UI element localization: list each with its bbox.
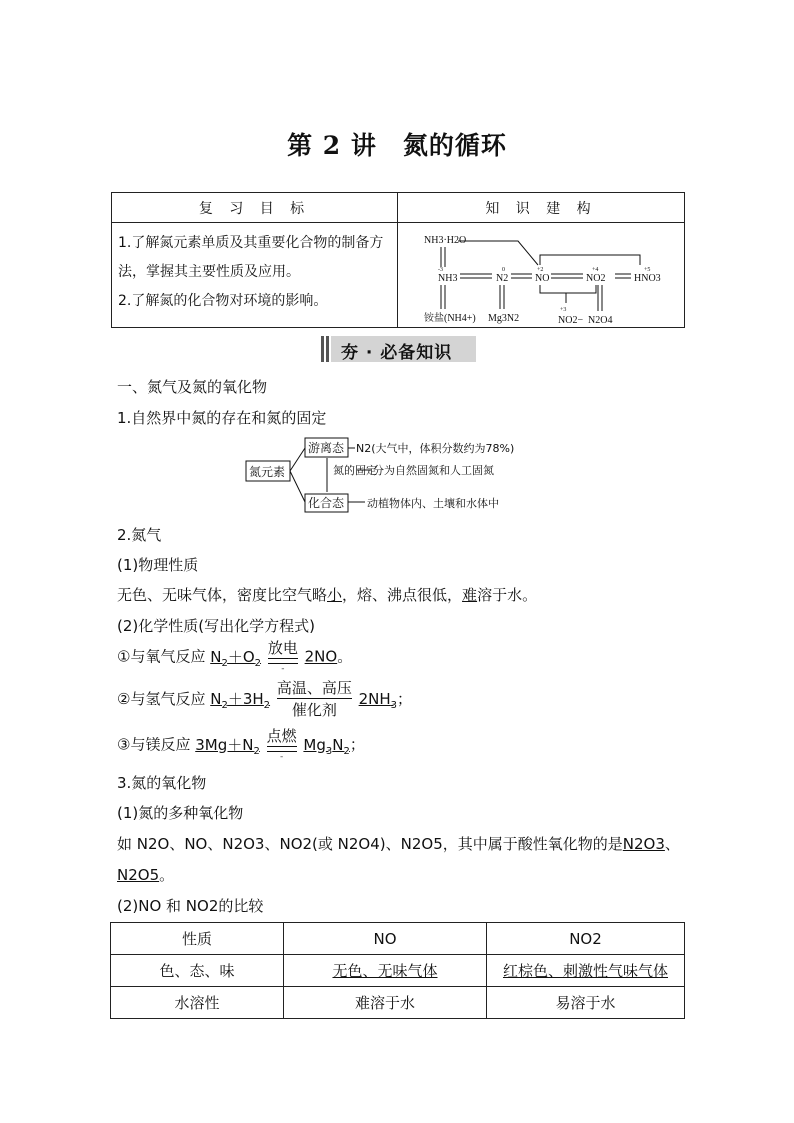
reaction-hydrogen-condition: 高温、高压 xyxy=(276,679,352,697)
knowledge-map-cell xyxy=(398,223,685,328)
oxides-end: 。 xyxy=(159,866,175,884)
reaction-magnesium-product: $Mg_3N_2$ xyxy=(303,735,350,757)
physical-blank-solubility: 难 xyxy=(462,586,478,604)
oxides-text-cont xyxy=(117,864,174,885)
objective-item-1: 1.了解氮元素单质及其重要化合物的制备方法，掌握其主要性质及应用。 xyxy=(118,235,384,280)
oxides-heading: (1)氮的多种氧化物 xyxy=(117,804,244,822)
no-no2-comparison-table xyxy=(110,922,685,1019)
cmp-header-no2: NO2 xyxy=(487,923,685,955)
physical-text-1: 无色、无味气体，密度比空气略 xyxy=(117,586,328,604)
section-banner-text: 夯 · 必备知识 xyxy=(341,343,453,363)
cmp-header-no: NO xyxy=(284,923,487,955)
species-no2: NO2 xyxy=(586,273,606,284)
species-n2: N2 xyxy=(496,273,509,284)
reaction-oxygen-product: 2NO xyxy=(304,647,338,666)
cmp-row1-no2: 红棕色、刺激性气味气体 xyxy=(487,955,685,987)
physical-text-3: 溶于水。 xyxy=(477,586,538,604)
knowledge-header: 知 识 建 构 xyxy=(398,193,685,223)
species-no: NO xyxy=(535,273,550,284)
tree-free-desc: N2(大气中，体积分数约为78%) xyxy=(356,442,515,455)
cmp-header-property: 性质 xyxy=(111,923,284,955)
cmp-row1-no: 无色、无味气体 xyxy=(284,955,487,987)
objectives-table xyxy=(111,192,685,328)
nitrogen-cycle-diagram xyxy=(398,223,684,327)
reaction-oxygen xyxy=(117,640,352,674)
tree-combined-desc: 动植物体内、土壤和水体中 xyxy=(367,497,499,510)
chemical-heading: (2)化学性质(写出化学方程式) xyxy=(117,617,315,635)
tree-combined-label: 化合态 xyxy=(308,496,345,510)
species-no2minus: NO2− xyxy=(558,315,584,326)
physical-text-2: ，熔、沸点很低， xyxy=(342,586,463,604)
section-banner xyxy=(321,336,476,362)
oxides-answer-1: N2O3 xyxy=(622,835,665,853)
ox-state-no2: +4 xyxy=(592,267,599,273)
cmp-row2-property: 水溶性 xyxy=(111,987,284,1019)
ox-state-no2minus: +3 xyxy=(560,307,567,313)
page-title: 第 2 讲 氮的循环 xyxy=(287,131,507,160)
cmp-row1-property: 色、态、味 xyxy=(111,955,284,987)
cmp-row2-no2: 易溶于水 xyxy=(487,987,685,1019)
tree-fixation-desc: 分为自然固氮和人工固氮 xyxy=(373,464,494,477)
reaction-magnesium xyxy=(117,728,365,762)
reaction-hydrogen-reactants: $N_2+3H_2$ xyxy=(210,690,271,711)
tree-root-label: 氮元素 xyxy=(249,465,286,479)
tree-fixation-label: 氮的固定 xyxy=(333,464,377,477)
reaction-magnesium-condition: 点燃 xyxy=(266,727,297,745)
reaction-hydrogen-catalyst: 催化剂 xyxy=(291,701,337,719)
reaction-oxygen-condition: 放电 xyxy=(267,639,298,657)
heading-2: 2.氮气 xyxy=(117,526,162,544)
ox-state-n2: 0 xyxy=(502,267,505,273)
heading-3: 3.氮的氧化物 xyxy=(117,774,207,792)
species-mg3n2: Mg3N2 xyxy=(488,313,520,324)
objectives-header: 复 习 目 标 xyxy=(112,193,398,223)
ox-nh3h2o-label: NH3·H2O xyxy=(424,235,467,246)
cmp-row2-no: 难溶于水 xyxy=(284,987,487,1019)
reaction-magnesium-condition-arrow: 点燃 - xyxy=(266,727,297,762)
physical-properties-text xyxy=(117,584,537,605)
reaction-hydrogen xyxy=(117,680,412,719)
reaction-oxygen-end: 。 xyxy=(337,647,353,666)
reaction-oxygen-condition-arrow: 放电 - xyxy=(267,639,298,674)
reaction-hydrogen-product: $2NH_3$ xyxy=(358,690,398,711)
compare-heading: (2)NO 和 NO2的比较 xyxy=(117,897,264,915)
reaction-hydrogen-label: ②与氢气反应 xyxy=(117,690,206,708)
reaction-hydrogen-condition-arrow xyxy=(277,680,352,719)
reaction-oxygen-label: ①与氧气反应 xyxy=(117,647,206,666)
reaction-magnesium-reactants: $3Mg+N_2$ xyxy=(195,735,260,757)
ox-state-nh3: -3 xyxy=(438,267,443,273)
reaction-magnesium-label: ③与镁反应 xyxy=(117,735,191,754)
oxides-sep: 、 xyxy=(664,835,680,853)
objectives-cell xyxy=(112,223,398,328)
heading-1-1: 1.自然界中氮的存在和氮的固定 xyxy=(117,409,327,427)
species-hno3: HNO3 xyxy=(634,273,661,284)
reaction-oxygen-reactants: $N_2+O_2$ xyxy=(210,647,262,669)
nitrogen-existence-tree xyxy=(245,434,565,516)
heading-1: 一、氮气及氮的氧化物 xyxy=(117,378,268,396)
objective-item-2: 2.了解氮的化合物对环境的影响。 xyxy=(118,293,328,309)
reaction-magnesium-end: ； xyxy=(349,735,365,754)
ox-state-no: +2 xyxy=(537,267,544,273)
physical-blank-density: 小 xyxy=(327,586,343,604)
tree-free-label: 游离态 xyxy=(308,441,345,455)
reaction-hydrogen-end: ； xyxy=(397,690,413,708)
ox-state-hno3: +5 xyxy=(644,267,651,273)
physical-heading: (1)物理性质 xyxy=(117,556,199,574)
species-n2o4: N2O4 xyxy=(588,315,613,326)
oxides-text-1: 如 N2O、NO、N2O3、NO2(或 N2O4)、N2O5，其中属于酸性氧化物的是 xyxy=(117,835,623,853)
oxides-answer-2: N2O5 xyxy=(117,866,160,884)
species-ammonium: 铵盐(NH4+) xyxy=(424,313,476,324)
species-nh3: NH3 xyxy=(438,273,458,284)
oxides-text xyxy=(117,833,680,854)
